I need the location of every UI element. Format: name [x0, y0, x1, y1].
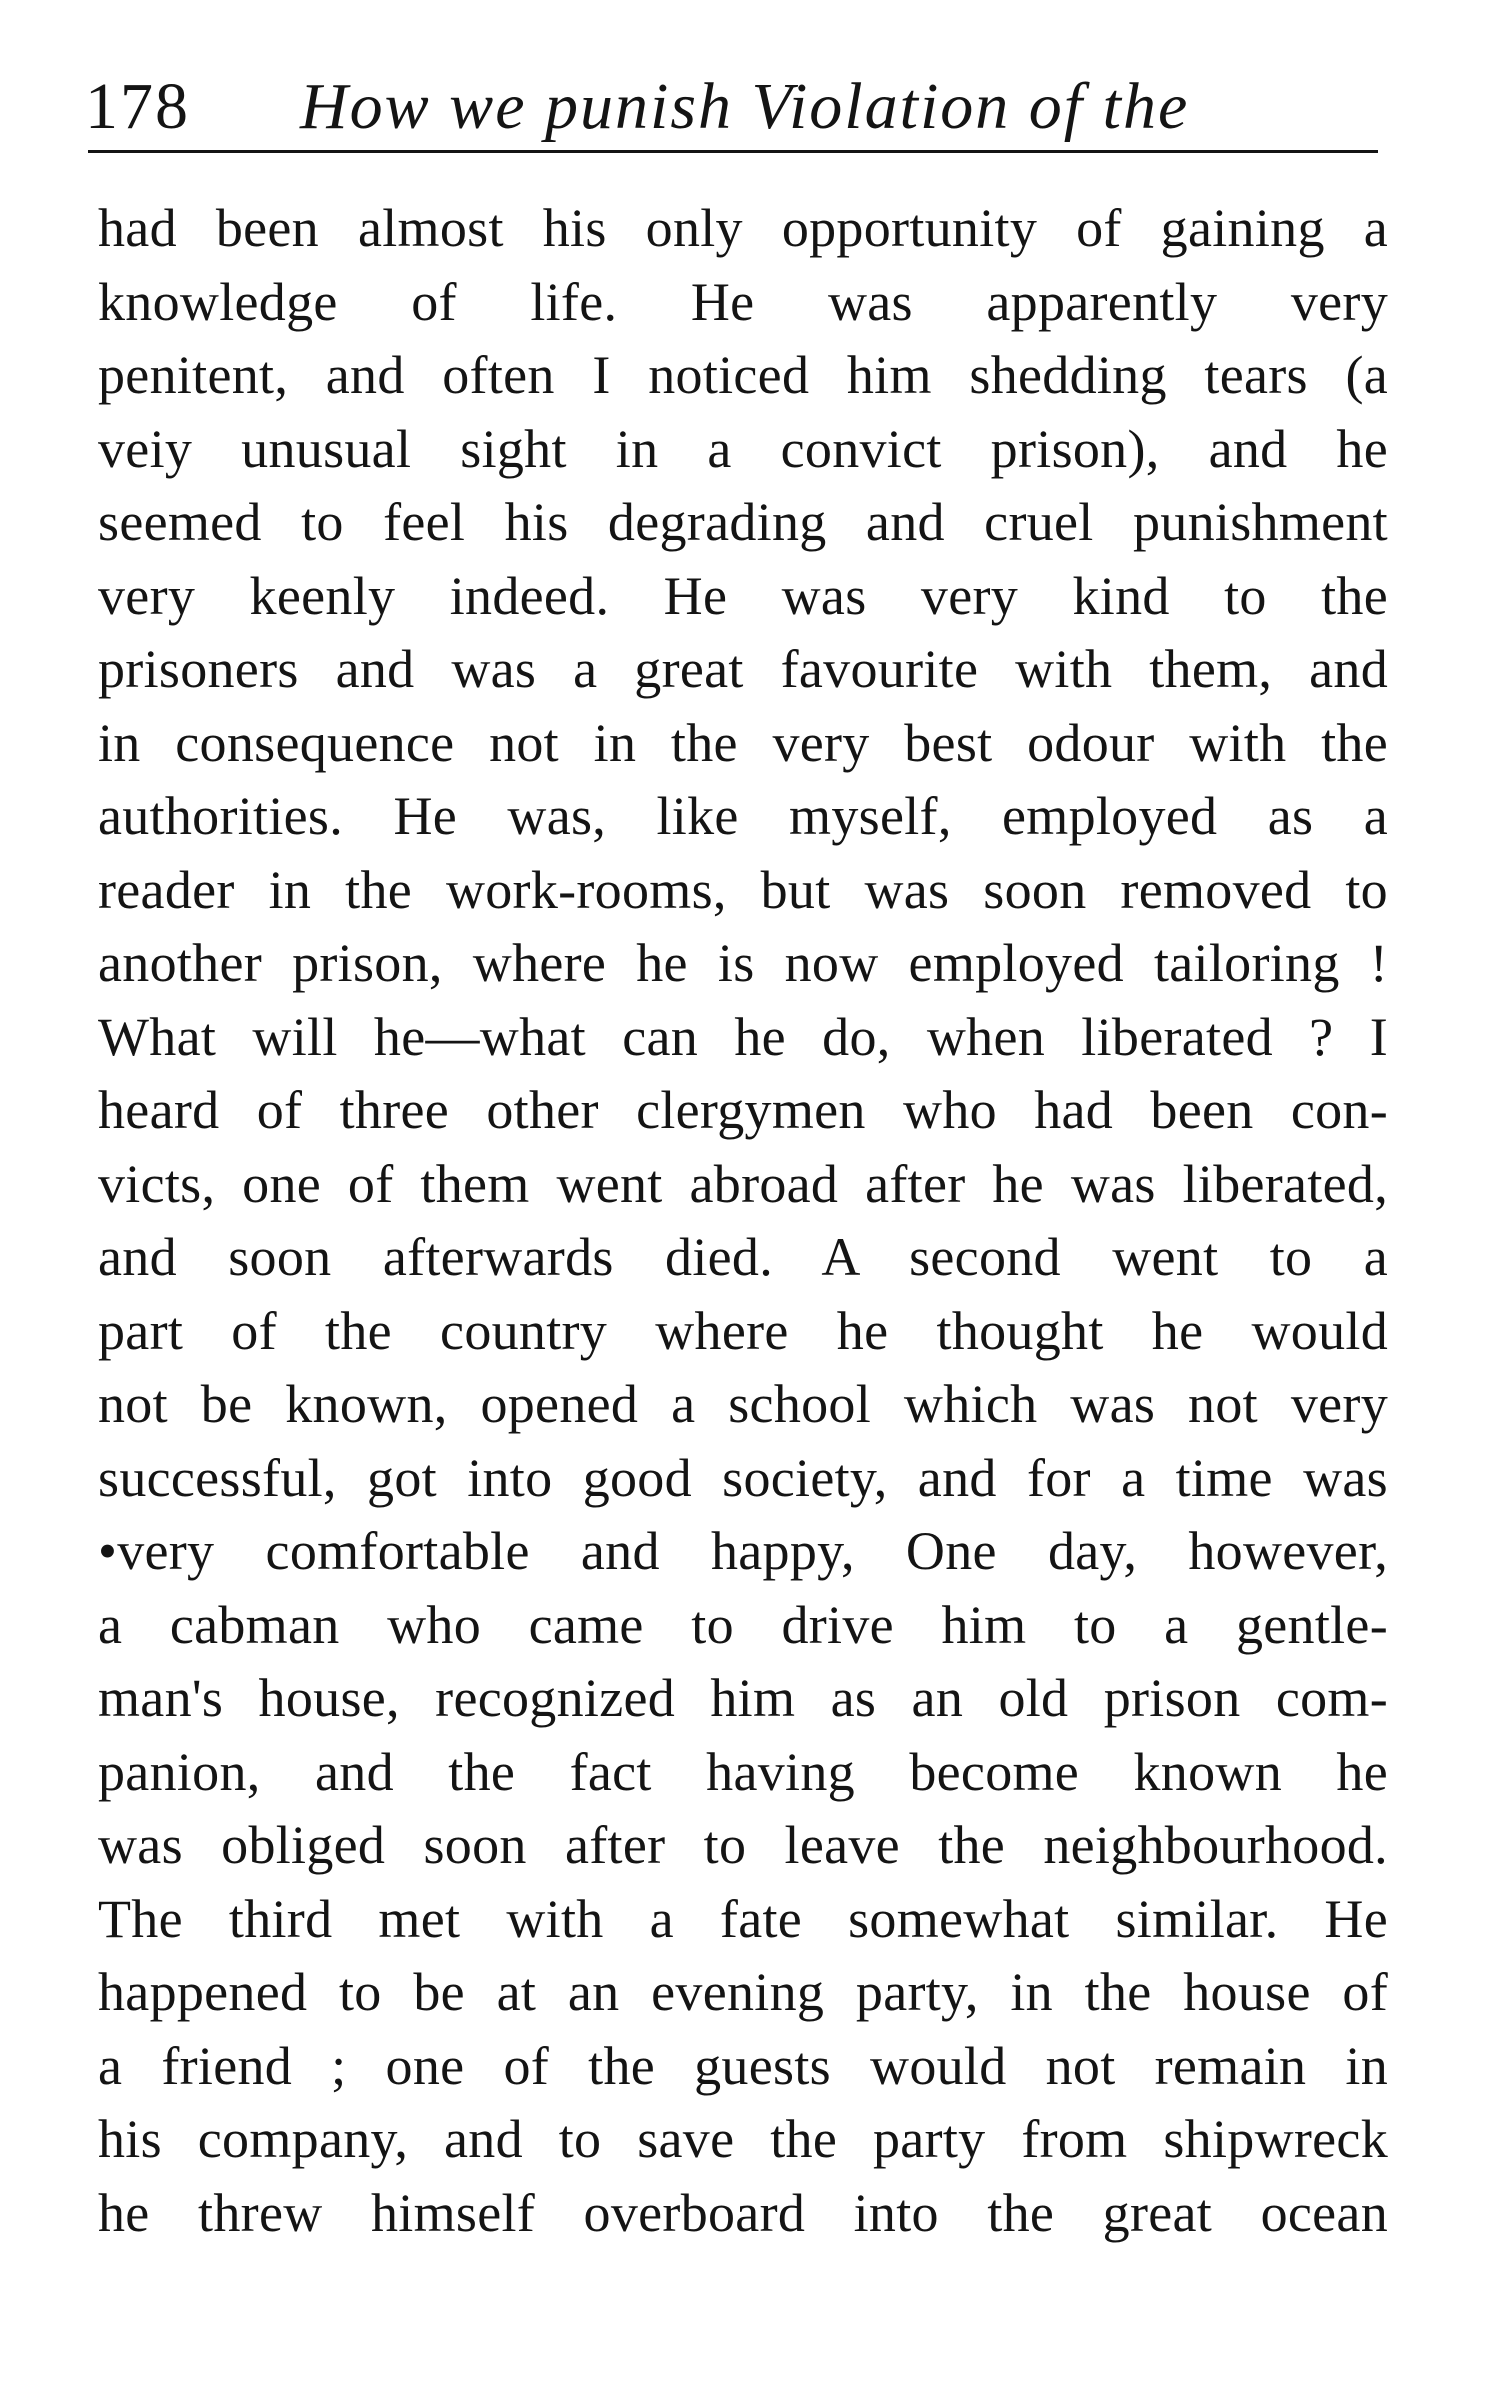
text-line: prisoners and was a great favourite with them, and [98, 639, 1388, 699]
running-head-title: How we punish Violation of the [300, 70, 1190, 143]
text-line: reader in the work-rooms, but was soon removed to [98, 859, 1388, 920]
text-line: a cabman who came to drive him to a gentle- [98, 1594, 1388, 1655]
text-line: not be known, opened a school which was not very [98, 1374, 1388, 1434]
header-rule [88, 150, 1378, 153]
running-head [85, 62, 1375, 152]
text-line: penitent, and often I noticed him shedding tears (a [98, 345, 1388, 405]
text-line: had been almost his only opportunity of gaining a [98, 198, 1388, 258]
text-line: happened to be at an evening party, in the house of [98, 1962, 1388, 2022]
text-line: seemed to feel his degrading and cruel punishment [98, 492, 1388, 552]
body-text [98, 192, 1388, 2250]
text-line: part of the country where he thought he would [98, 1300, 1388, 1361]
text-line: The third met with a fate somewhat similar. He [98, 1888, 1388, 1949]
text-line: in consequence not in the very best odour with the [98, 712, 1388, 773]
text-line: successful, got into good society, and for a time was [98, 1447, 1388, 1508]
text-line: another prison, where he is now employed tailoring ! [98, 933, 1388, 993]
text-line: and soon afterwards died. A second went to a [98, 1227, 1388, 1287]
text-line: •very comfortable and happy, One day, however, [98, 1521, 1388, 1581]
page-number: 178 [85, 70, 190, 143]
text-line: What will he—what can he do, when liberated ? I [98, 1006, 1388, 1067]
text-line: knowledge of life. He was apparently very [98, 271, 1388, 332]
text-line: authorities. He was, like myself, employed as a [98, 786, 1388, 846]
text-line: victs, one of them went abroad after he was liberated, [98, 1153, 1388, 1214]
text-line: panion, and the fact having become known he [98, 1741, 1388, 1802]
text-line: man's house, recognized him as an old prison com- [98, 1668, 1388, 1728]
text-line: heard of three other clergymen who had been con- [98, 1080, 1388, 1140]
text-line: his company, and to save the party from shipwreck [98, 2109, 1388, 2169]
text-line: veiy unusual sight in a convict prison), and he [98, 418, 1388, 479]
text-line: very keenly indeed. He was very kind to the [98, 565, 1388, 626]
text-line: was obliged soon after to leave the neighbourhood. [98, 1815, 1388, 1875]
text-line: a friend ; one of the guests would not remain in [98, 2035, 1388, 2096]
text-line: he threw himself overboard into the great ocean [98, 2182, 1388, 2243]
